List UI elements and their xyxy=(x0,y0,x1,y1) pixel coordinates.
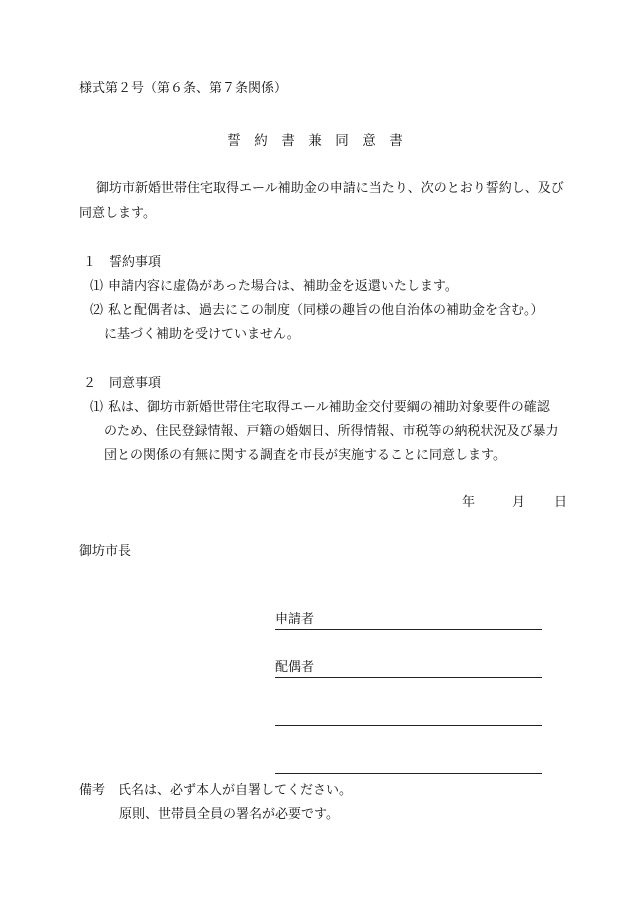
spouse-signature-line[interactable] xyxy=(275,658,542,678)
pledge-item-2 xyxy=(90,302,544,320)
consent-item-1-cont-2: 団との関係の有無に関する調査を市長が実施することに同意します。 xyxy=(104,448,506,463)
item-number: ⑴ xyxy=(90,279,104,294)
date-year: 年 xyxy=(462,495,476,510)
intro-line-2: 同意します。 xyxy=(79,206,156,221)
item-text: 私と配偶者は、過去にこの制度（同様の趣旨の他自治体の補助金を含む。） xyxy=(108,303,544,318)
item-number: ⑴ xyxy=(90,400,104,415)
spouse-label: 配偶者 xyxy=(275,660,315,675)
addressee: 御坊市長 xyxy=(79,544,132,559)
applicant-signature-line[interactable] xyxy=(275,610,542,630)
document-title: 誓 約 書 兼 同 意 書 xyxy=(227,133,403,149)
consent-item-1 xyxy=(90,399,550,417)
item-text: 申請内容に虚偽があった場合は、補助金を返還いたします。 xyxy=(108,279,458,294)
note-line-1: 備考 氏名は、必ず本人が自署してください。 xyxy=(79,783,353,798)
date-line xyxy=(462,494,567,512)
pledge-item-2-cont: に基づく補助を受けていません。 xyxy=(104,327,300,342)
form-number: 様式第２号（第６条、第７条関係） xyxy=(79,81,288,96)
consent-item-1-cont-1: のため、住民登録情報、戸籍の婚姻日、所得情報、市税等の納税状況及び暴力 xyxy=(104,424,559,439)
applicant-label: 申請者 xyxy=(275,612,315,627)
note-line-2: 原則、世帯員全員の署名が必要です。 xyxy=(119,807,339,822)
section-heading-consent: ２ 同意事項 xyxy=(83,376,162,391)
pledge-item-1 xyxy=(90,278,458,296)
item-number: ⑵ xyxy=(90,303,104,318)
intro-line-1: 御坊市新婚世帯住宅取得エール補助金の申請に当たり、次のとおり誓約し、及び xyxy=(96,181,564,196)
section-heading-pledge: １ 誓約事項 xyxy=(83,255,162,270)
item-text: 私は、御坊市新婚世帯住宅取得エール補助金交付要綱の補助対象要件の確認 xyxy=(108,400,550,415)
date-month: 月 xyxy=(512,495,526,510)
signature-line-4[interactable] xyxy=(275,754,542,774)
signature-line-3[interactable] xyxy=(275,706,542,726)
date-day: 日 xyxy=(554,495,568,510)
